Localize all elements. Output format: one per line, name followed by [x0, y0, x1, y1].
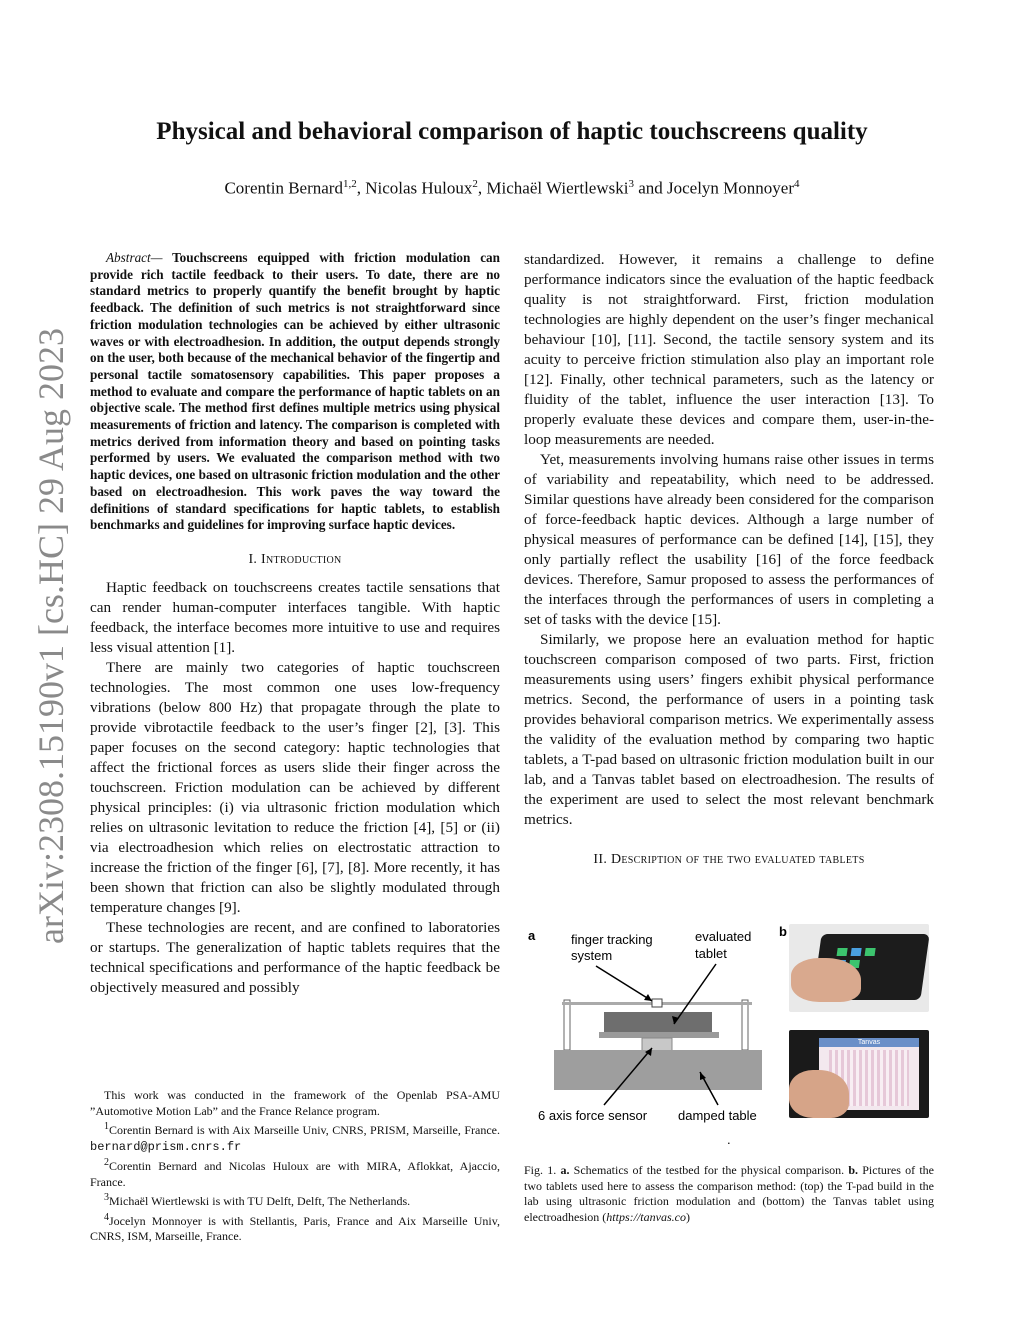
footnote-3: $^3$Michaël Wiertlewski is with TU Delft, Delft, The Netherlands.	[104, 1192, 411, 1208]
abstract-label: Abstract	[106, 250, 151, 265]
author-list: Corentin Bernard$^{1,2}$, Nicolas Huloux$^2$, Michaël Wiertlewski$^3$ and Jocelyn Monnoyer$^4$	[224, 178, 800, 198]
paragraph: Similarly, we propose here an evaluation method for haptic touchscreen comparison composed of two parts. First, friction measurements using users’ fingers exhibit physical performance metrics. Second, the performance of users in a pointing task provides behavioral comparison metrics. We experimentally assess the validity of the evaluation method by comparing two haptic tablets, a T-pad based on ultrasonic friction modulation built in our lab, and a Tanvas tablet based on electroadhesion. The results of the experiment are used to select the most relevant benchmark metrics.	[524, 631, 934, 828]
arxiv-watermark: arXiv:2308.15190v1 [cs.HC] 29 Aug 2023	[31, 328, 71, 944]
author-3-affil: 3	[628, 178, 634, 190]
paper-title: Physical and behavioral comparison of haptic touchscreens quality	[156, 118, 868, 145]
label-damped-table: damped table	[678, 1108, 757, 1123]
email-link[interactable]: bernard@prism.cnrs.fr	[90, 1139, 242, 1154]
frame-post-right	[742, 1000, 748, 1050]
finger-tracker	[652, 999, 662, 1007]
footnote-4: $^4$Jocelyn Monnoyer is with Stellantis, Paris, France and Aix Marseille Univ, CNRS, ISM, Marseille, France.	[90, 1211, 500, 1243]
paragraph: There are mainly two categories of haptic touchscreen technologies. The most common one uses low-frequency vibrations (below 800 Hz) that propagate through the plate to provide vibrotactile feedback to the user’s finger [2], [3]. This paper focuses on the second category: haptic technologies that affect the frictional forces as users slide their finger across the touchscreen. Friction modulation can be achieved by different physical principles: (i) via ultrasonic friction modulation which relies on ultrasonic levitation to reduce the friction [4], [5] or (ii) via electroadhesion which relies on electrostatic attraction to increase the friction of the finger [6], [7], [8]. More recently, it has been shown that friction can also be slightly modulated through temperature changes [9].	[90, 658, 500, 916]
label-finger-tracking: finger tracking	[571, 932, 653, 947]
damped-table-shape	[554, 1050, 762, 1090]
tanvas-header: Tanvas	[819, 1038, 919, 1047]
figure-caption: Fig. 1. a. Schematics of the testbed for the physical comparison. b. Pictures of the two tablets used here to assess the comparison method: (top) the T-pad build in the lab using ultrasonic friction modulation and (bottom) the Tanvas tablet using electroadhesion (https://tanvas.co)	[524, 1163, 934, 1224]
author-2: Nicolas Huloux	[365, 178, 473, 198]
label-evaluated: evaluated	[695, 929, 752, 944]
caption-fig-number: Fig. 1.	[524, 1163, 557, 1177]
panel-a-label: a	[528, 928, 536, 943]
section-heading-tablets	[524, 852, 934, 868]
author-4: Jocelyn Monnoyer	[667, 178, 795, 198]
paragraph: Haptic feedback on touchscreens creates tactile sensations that can render human-computer interfaces tangible. With haptic feedback, the interface becomes more intuitive to use and requires less visual attention [1].	[90, 578, 500, 656]
section-heading-introduction	[90, 552, 500, 568]
label-tablet: tablet	[695, 946, 727, 961]
footnotes	[90, 1088, 500, 1245]
author-and: and	[638, 178, 663, 198]
tanvas-url[interactable]: https://tanvas.co	[606, 1209, 686, 1224]
author-1: Corentin Bernard	[224, 178, 343, 198]
tablet-base	[599, 1032, 719, 1038]
label-system: system	[571, 948, 613, 963]
photo-tpad	[789, 924, 929, 1012]
photo-tanvas	[789, 1030, 929, 1118]
paragraph: Yet, measurements involving humans raise other issues in terms of variability and repeatability, which need to be addressed. Similar questions have already been considered for the comparison of force-feedback haptic devices. Although a large number of physical measures of performance can be defined [14], [15], they only partially reflect the usability [16] of the force feedback devices. Therefore, Samur proposed to assess the performances of the interfaces through the performances of users in completing a set of tasks with the device [15].	[524, 451, 934, 628]
hand-shape	[789, 1070, 849, 1118]
section-number: I.	[248, 551, 258, 567]
section-title: Description of the two evaluated tablets	[610, 852, 865, 867]
footnote-2: $^2$Corentin Bernard and Nicolas Huloux are with MIRA, Aflokkat, Ajaccio, France.	[90, 1157, 500, 1189]
hand-shape	[791, 958, 861, 1002]
label-force-sensor: 6 axis force sensor	[538, 1108, 648, 1123]
abstract-text: Touchscreens equipped with friction modulation can provide rich tactile feedback to their users. To date, there are no standard metrics to properly quantify the benefit brought by haptic feedback. The definition of such metrics is not straightforward since friction modulation technologies can be achieved by either ultrasonic waves or with electroadhesion. In addition, the output depends strongly on the user, both because of the mechanical behavior of the fingertip and personal tactile somatosensory capabilities. This paper proposes a method to evaluate and compare the performance of haptic tablets on an objective scale. The method first defines multiple metrics using physical measurements of friction and latency. The comparison is completed with metrics derived from information theory and based on pointing tasks performed by users. We evaluated the comparison method with two haptic devices, one based on ultrasonic friction modulation and the other based on electroadhesion. This work paves the way toward the definitions of standard specifications for haptic tablets, to establish benchmarks and guidelines for improving surface haptic devices.	[90, 250, 500, 533]
paragraph: standardized. However, it remains a challenge to define performance indicators since the evaluation of the haptic feedback quality is not straightforward. First, friction modulation technologies are highly dependent on the user’s finger mechanical behaviour [10], [11]. Second, the tactile sensory system and its acuity to perceive friction stimulation also play an important role [12]. Finally, other technical parameters, such as the latency or fluidity of the tablet, influence the user interaction [13]. To properly evaluate these devices and compare them, user-in-the-loop measurements are needed.	[524, 251, 934, 448]
arrow-tracking	[596, 966, 652, 1001]
footnote-funding: This work was conducted in the framework of the Openlab PSA-AMU ”Automotive Motion Lab” and the France Relance program.	[90, 1088, 500, 1118]
author-2-affil: 2	[472, 178, 478, 190]
author-4-affil: 4	[794, 178, 800, 190]
abstract: Abstract— Touchscreens equipped with friction modulation can provide rich tactile feedback to their users. To date, there are no standard metrics to properly quantify the benefit brought by haptic feedback. The definition of such metrics is not straightforward since friction modulation technologies can be achieved by either ultrasonic waves or with electroadhesion. In addition, the output depends strongly on the user, both because of the mechanical behavior of the fingertip and personal tactile somatosensory capabilities. This paper proposes a method to evaluate and compare the performance of haptic tablets on an objective scale. The method first defines multiple metrics using physical measurements of friction and latency. The comparison is completed with metrics derived from information theory and based on pointing tasks performed by users. We evaluated the comparison method with two haptic devices, one based on ultrasonic friction modulation and the other based on electroadhesion. This work paves the way toward the definitions of standard specifications for haptic tablets, to establish benchmarks and guidelines for improving surface haptic devices.	[90, 250, 500, 533]
left-column	[90, 250, 500, 998]
tablet-shape	[604, 1012, 712, 1032]
force-sensor-shape	[642, 1038, 672, 1052]
section-title: Introduction	[261, 551, 342, 567]
figure-1	[524, 922, 934, 1152]
footnote-1: $^1$Corentin Bernard is with Aix Marseille Univ, CNRS, PRISM, Marseille, France. bernard@prism.cnrs.fr	[90, 1121, 500, 1154]
panel-b-label: b	[779, 924, 787, 939]
right-column	[524, 250, 934, 878]
author-1-affil: 1,2	[342, 178, 357, 190]
author-3: Michaël Wiertlewski	[486, 178, 629, 198]
paragraph: These technologies are recent, and are confined to laboratories or startups. The generalization of haptic tablets requires that the technical specifications and performance of the haptic feedback be objectively measured and possibly	[90, 918, 500, 996]
stray-dot: .	[727, 1132, 731, 1147]
section-number: II.	[593, 852, 608, 867]
frame-post-left	[564, 1000, 570, 1050]
